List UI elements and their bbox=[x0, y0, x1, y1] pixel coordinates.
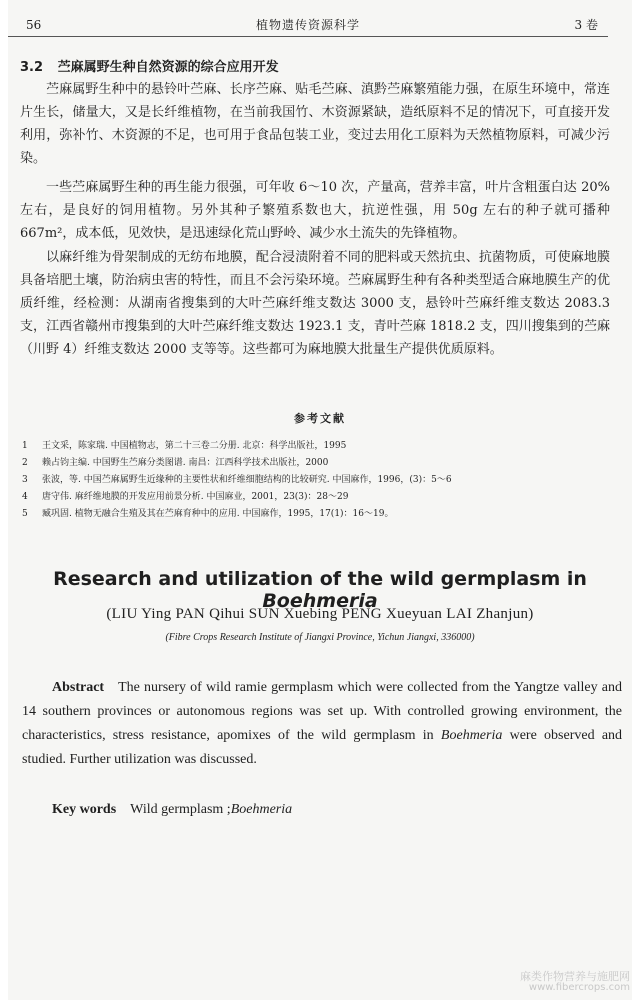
reference-text: 王文采，陈家瑞. 中国植物志，第二十三卷二分册. 北京：科学出版社，1995 bbox=[42, 441, 347, 451]
body-paragraph: 以麻纤维为骨架制成的无纺布地膜，配合浸渍附着不同的肥料或天然抗虫、抗菌物质，可使麻地膜具备培肥土壤，防治病虫害的特性，而且不会污染环境。苎麻属野生种有各种类型适合麻地膜生产的优质纤维，经检测：从湖南省搜集到的大叶苎麻纤维支数达 3000 支，悬铃叶苎麻纤维支数达 2083.3 支，江西省赣州市搜集到的大叶苎麻纤维支数达 1923.1 支，青叶苎麻 1818.2 支，四川搜集到的苎麻（川野 4）纤维支数达 2000 支等等。这些都可为麻地膜大批量生产提供优质原料。 bbox=[20, 250, 610, 357]
volume-label: 3 卷 bbox=[574, 18, 598, 32]
abstract-text-end: were observed and studied. Further utilization was discussed. bbox=[22, 728, 623, 767]
body-paragraph: 一些苎麻属野生种的再生能力很强，可年收 6～10 次，产量高，营养丰富，叶片含粗蛋白达 20%左右，是良好的饲用植物。另外其种子繁殖系数也大，抗逆性强，用 50g 左右的种子就可播种 667m²，成本低，见效快，是迅速绿化荒山野岭、减少水土流失的先锋植物。 bbox=[20, 180, 610, 241]
english-title-text: Research and utilization of the wild germplasm in bbox=[53, 568, 587, 590]
keywords-block bbox=[52, 798, 612, 822]
abstract-text: The nursery of wild ramie germplasm which were collected from the Yangtze valley and 14 southern provinces or autonomous regions was set up. With controlled growing environment, the characteristics, stress resistance, apomixes of the wild germplasm in bbox=[22, 680, 622, 743]
keywords-label: Key words bbox=[52, 802, 117, 817]
journal-name: 植物遗传资源科学 bbox=[255, 18, 360, 32]
section-number: 3.2 bbox=[20, 60, 44, 75]
reference-item bbox=[22, 455, 612, 472]
abstract-block bbox=[22, 676, 622, 772]
reference-number: 3 bbox=[22, 475, 28, 485]
watermark-site-name: 麻类作物营养与施肥网 bbox=[520, 970, 630, 983]
abstract-label: Abstract bbox=[52, 680, 105, 695]
keywords-text: Wild germplasm ; bbox=[130, 802, 231, 817]
reference-list bbox=[22, 438, 612, 523]
section-title: 苎麻属野生种自然资源的综合应用开发 bbox=[57, 60, 279, 75]
reference-text: 臧巩固. 植物无融合生殖及其在苎麻育种中的应用. 中国麻作，1995，17(1)：16～19。 bbox=[42, 509, 394, 519]
reference-item bbox=[22, 506, 612, 523]
watermark-url: www.fibercrops.com bbox=[528, 982, 630, 993]
reference-text: 唐守伟. 麻纤维地膜的开发应用前景分析. 中国麻业，2001，23(3)：28～29 bbox=[42, 492, 349, 502]
body-paragraph: 苎麻属野生种中的悬铃叶苎麻、长序苎麻、贴毛苎麻、滇黔苎麻繁殖能力强，在原生环境中，常连片生长，储量大，又是长纤维植物，在当前我国竹、木资源紧缺，造纸原料不足的情况下，可直接开发利用，弥补竹、木资源的不足，也可用于食品包装工业，变过去用化工原料为天然植物原料，可减少污染。 bbox=[20, 82, 610, 166]
body-paragraph-2-block bbox=[20, 176, 610, 245]
reference-item bbox=[22, 472, 612, 489]
reference-number: 2 bbox=[22, 458, 28, 468]
reference-number: 1 bbox=[22, 441, 28, 451]
section-heading bbox=[20, 56, 610, 75]
body-paragraph-1-block bbox=[20, 78, 610, 170]
body-paragraph-3-block bbox=[20, 246, 610, 361]
running-header bbox=[8, 14, 608, 37]
keywords-genus: Boehmeria bbox=[230, 802, 293, 817]
abstract-genus: Boehmeria bbox=[440, 728, 503, 743]
page-number: 56 bbox=[26, 18, 42, 32]
reference-item bbox=[22, 438, 612, 455]
english-title-genus: Boehmeria bbox=[262, 590, 378, 612]
author-list: (LIU Ying PAN Qihui SUN Xuebing PENG Xueyuan LAI Zhanjun) bbox=[106, 606, 534, 622]
reference-text: 张波，等. 中国苎麻属野生近缘种的主要性状和纤维细胞结构的比较研究. 中国麻作，1996，(3)：5～6 bbox=[42, 475, 452, 485]
reference-item bbox=[22, 489, 612, 506]
affiliation: (Fibre Crops Research Institute of Jiangxi Province, Yichun Jiangxi, 336000) bbox=[165, 632, 475, 643]
reference-number: 4 bbox=[22, 492, 28, 502]
reference-text: 赖占钧主编. 中国野生苎麻分类图谱. 南昌：江西科学技术出版社，2000 bbox=[42, 458, 329, 468]
reference-number: 5 bbox=[22, 509, 28, 519]
references-title: 参考文献 bbox=[294, 412, 346, 425]
